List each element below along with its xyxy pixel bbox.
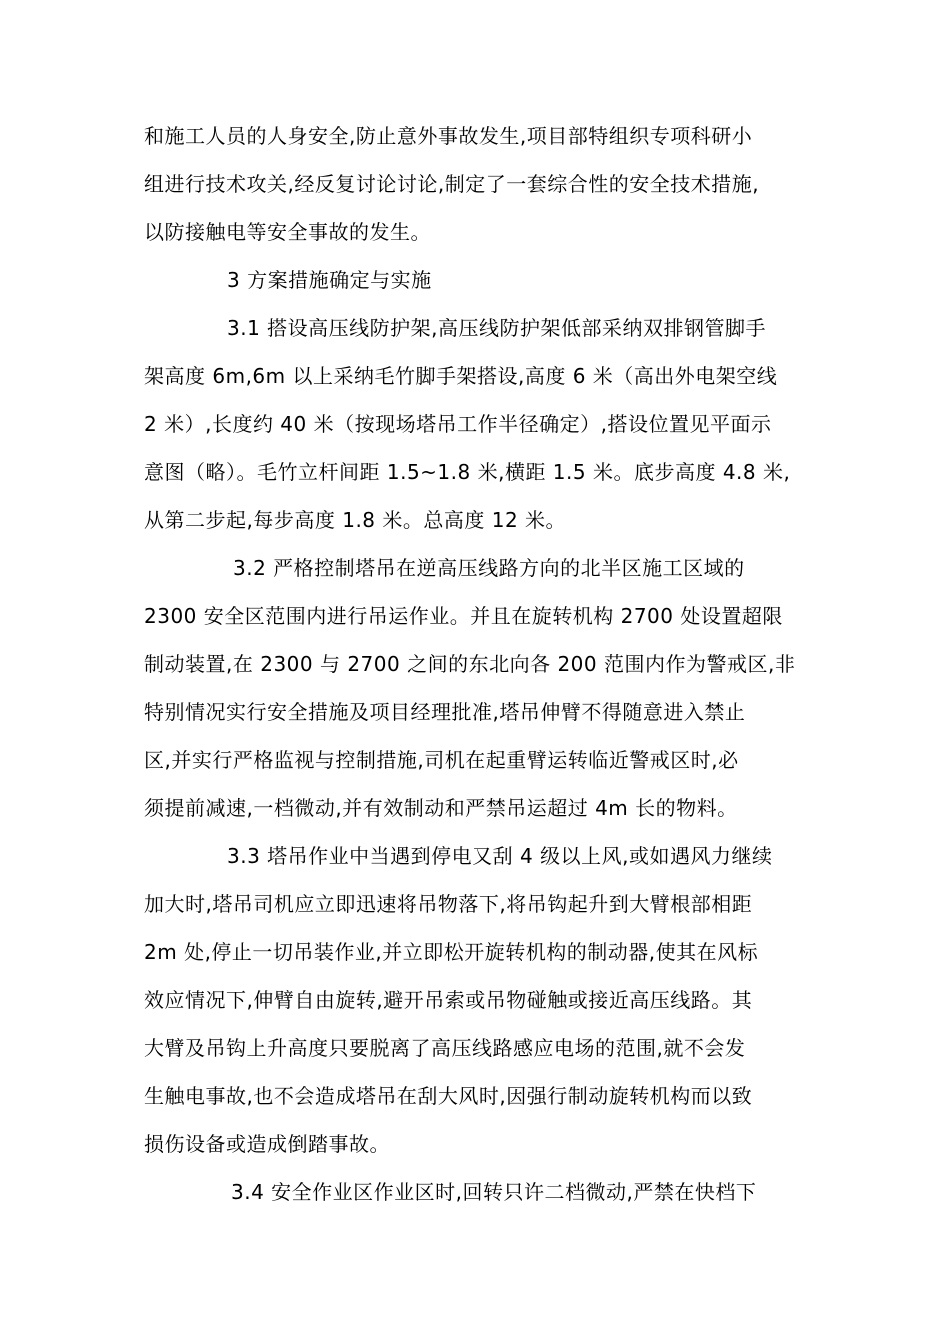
text-line: 2300 安全区范围内进行吊运作业。并且在旋转机构 2700 处设置超限: [144, 604, 783, 628]
text-line: 3.3 塔吊作业中当遇到停电又刮 4 级以上风,或如遇风力继续: [227, 844, 773, 868]
text-line: 制动装置,在 2300 与 2700 之间的东北向各 200 范围内作为警戒区,非: [144, 652, 796, 676]
text-line: 特别情况实行安全措施及项目经理批准,塔吊伸臂不得随意进入禁止: [144, 700, 746, 724]
text-line: 生触电事故,也不会造成塔吊在刮大风时,因强行制动旋转机构而以致: [144, 1084, 753, 1108]
text-line: 效应情况下,伸臂自由旋转,避开吊索或吊物碰触或接近高压线路。其: [144, 988, 753, 1012]
text-line: 3.2 严格控制塔吊在逆高压线路方向的北半区施工区域的: [233, 556, 745, 580]
text-line: 架高度 6m,6m 以上采纳毛竹脚手架搭设,高度 6 米（高出外电架空线: [144, 364, 778, 388]
text-line: 3.1 搭设高压线防护架,高压线防护架低部采纳双排钢管脚手: [227, 316, 767, 340]
text-line: 须提前减速,一档微动,并有效制动和严禁吊运超过 4m 长的物料。: [144, 796, 738, 820]
text-line: 加大时,塔吊司机应立即迅速将吊物落下,将吊钩起升到大臂根部相距: [144, 892, 753, 916]
text-line: 2 米）,长度约 40 米（按现场塔吊工作半径确定）,搭设位置见平面示: [144, 412, 772, 436]
text-line: 从第二步起,每步高度 1.8 米。总高度 12 米。: [144, 508, 567, 532]
text-line: 损伤设备或造成倒踏事故。: [144, 1132, 390, 1156]
text-line: 区,并实行严格监视与控制措施,司机在起重臂运转临近警戒区时,必: [144, 748, 739, 772]
section-heading: 3 方案措施确定与实施: [227, 268, 432, 292]
text-line: 2m 处,停止一切吊装作业,并立即松开旋转机构的制动器,使其在风标: [144, 940, 759, 964]
text-line: 组进行技术攻关,经反复讨论讨论,制定了一套综合性的安全技术措施,: [144, 172, 760, 196]
text-line: 意图（略）。毛竹立杆间距 1.5~1.8 米,横距 1.5 米。底步高度 4.8 米,: [144, 460, 791, 484]
text-line: 和施工人员的人身安全,防止意外事故发生,项目部特组织专项科研小: [144, 124, 753, 148]
text-line: 大臂及吊钩上升高度只要脱离了高压线路感应电场的范围,就不会发: [144, 1036, 746, 1060]
text-line: 以防接触电等安全事故的发生。: [144, 220, 431, 244]
text-line: 3.4 安全作业区作业区时,回转只许二档微动,严禁在快档下: [231, 1180, 757, 1204]
